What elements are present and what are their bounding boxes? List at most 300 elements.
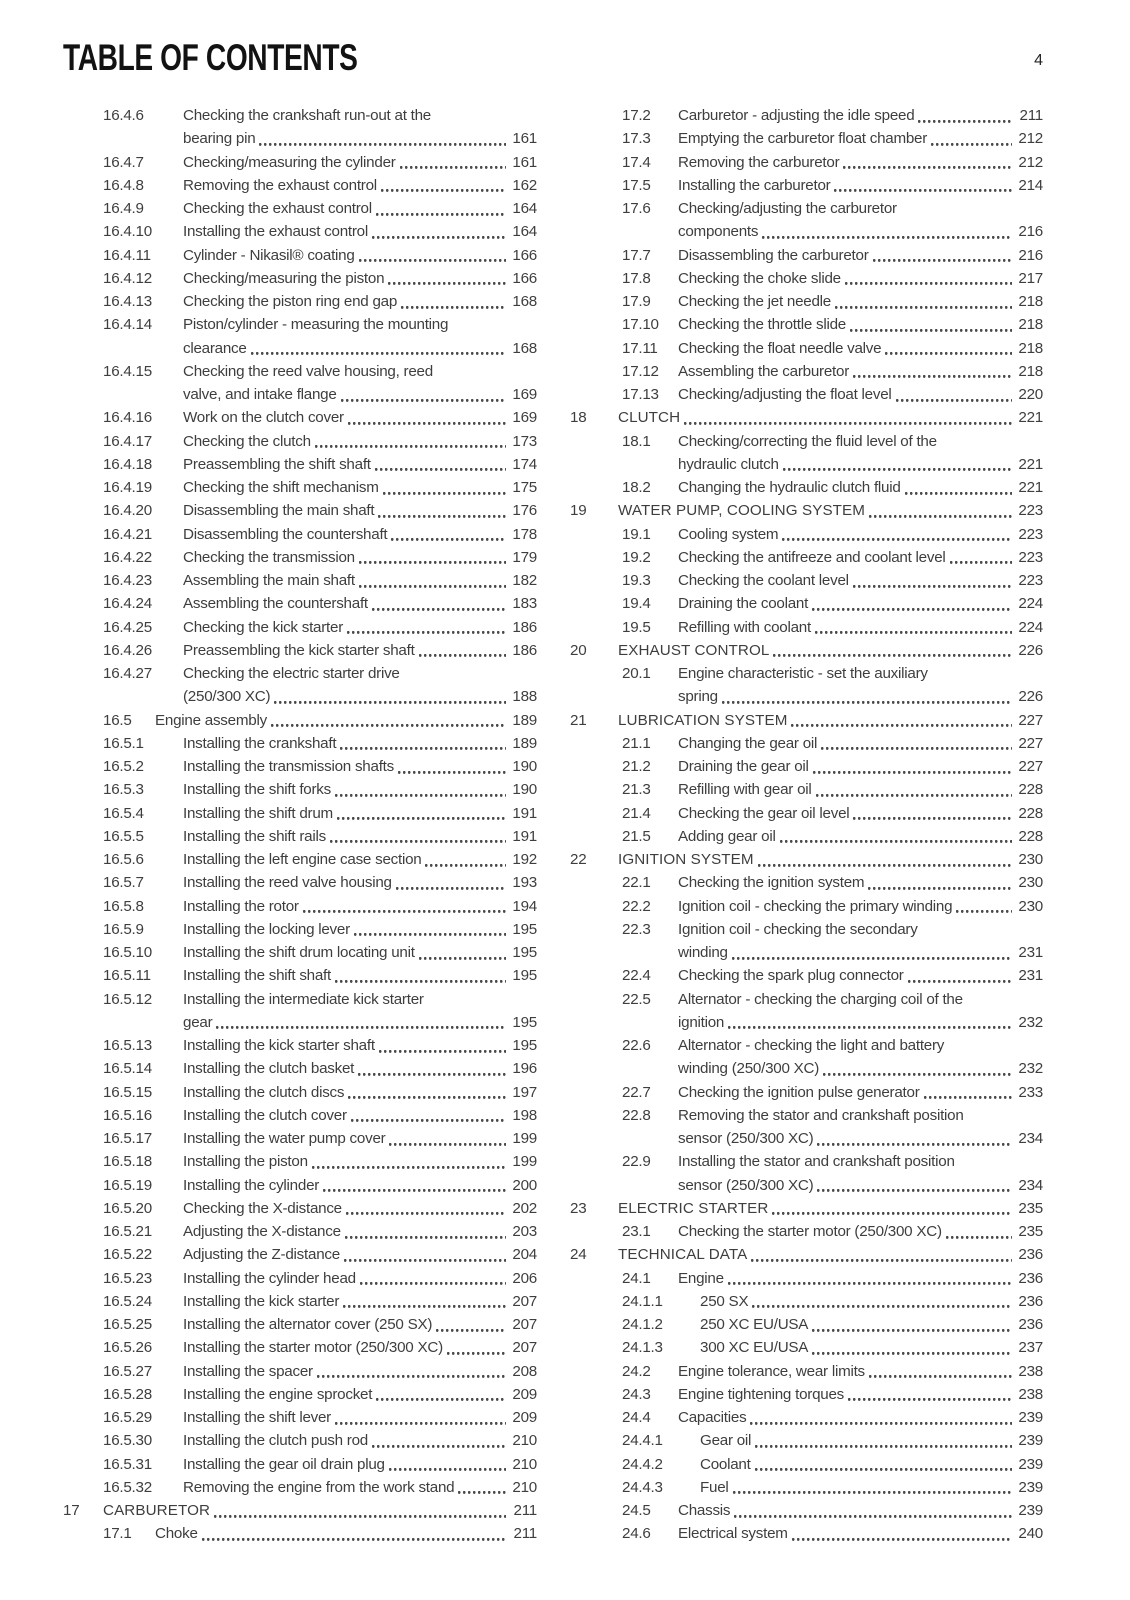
toc-entry-page: 195 bbox=[512, 1013, 537, 1031]
toc-entry-page: 208 bbox=[512, 1362, 537, 1380]
toc-entry[interactable] bbox=[63, 988, 537, 1035]
toc-entry[interactable] bbox=[63, 1290, 537, 1313]
toc-entry[interactable] bbox=[63, 174, 537, 197]
toc-entry-number: 19.3 bbox=[622, 572, 651, 589]
toc-entry[interactable] bbox=[63, 1057, 537, 1080]
dot-leader bbox=[347, 616, 506, 639]
toc-entry[interactable] bbox=[63, 1453, 537, 1476]
toc-entry-body bbox=[700, 1336, 1043, 1359]
toc-entry[interactable] bbox=[570, 871, 1043, 894]
toc-entry-number: 19 bbox=[570, 502, 587, 520]
toc-entry[interactable] bbox=[63, 1499, 537, 1522]
toc-entry-body bbox=[678, 244, 1043, 267]
dot-leader bbox=[375, 453, 506, 476]
toc-entry-title: Installing the clutch basket bbox=[183, 1060, 355, 1078]
toc-entry[interactable] bbox=[63, 104, 537, 151]
dot-leader bbox=[853, 802, 1012, 825]
toc-entry-page: 232 bbox=[1018, 1060, 1043, 1078]
toc-entry-line bbox=[183, 499, 537, 522]
toc-entry-body bbox=[678, 1220, 1043, 1243]
toc-entry[interactable] bbox=[570, 430, 1043, 477]
toc-entry-title: Chassis bbox=[678, 1502, 731, 1519]
toc-entry-number: 19.5 bbox=[622, 618, 651, 636]
toc-entry-page: 227 bbox=[1018, 711, 1043, 729]
toc-entry-page: 234 bbox=[1018, 1130, 1043, 1147]
toc-entry[interactable] bbox=[63, 1476, 537, 1499]
toc-entry-title: Checking/measuring the cylinder bbox=[183, 153, 396, 171]
toc-entry-title: Disassembling the main shaft bbox=[183, 502, 375, 520]
dot-leader bbox=[348, 406, 506, 429]
toc-entry-number: 21.4 bbox=[622, 804, 651, 822]
toc-entry[interactable] bbox=[63, 755, 537, 778]
toc-entry-line bbox=[678, 383, 1043, 406]
toc-entry-title: LUBRICATION SYSTEM bbox=[618, 711, 788, 729]
toc-entry[interactable] bbox=[570, 1290, 1043, 1313]
toc-entry-title: Assembling the carburetor bbox=[678, 362, 850, 380]
toc-entry-title: Disassembling the carburetor bbox=[678, 246, 869, 264]
toc-entry-body bbox=[618, 1243, 1043, 1266]
toc-entry[interactable] bbox=[63, 1243, 537, 1266]
toc-entry-title: Draining the gear oil bbox=[678, 758, 809, 775]
toc-entry-page: 166 bbox=[512, 246, 537, 264]
toc-entry[interactable] bbox=[570, 569, 1043, 592]
toc-entry-line bbox=[183, 523, 537, 546]
toc-entry-line bbox=[155, 709, 537, 732]
toc-entry[interactable] bbox=[570, 1150, 1043, 1197]
dot-leader bbox=[259, 127, 506, 150]
dot-leader bbox=[400, 151, 506, 174]
toc-entry-title: Changing the hydraulic clutch fluid bbox=[678, 479, 901, 496]
dot-leader bbox=[343, 1290, 506, 1313]
toc-entry-number: 17.12 bbox=[622, 362, 659, 380]
toc-entry-line bbox=[678, 197, 1043, 220]
toc-entry[interactable] bbox=[570, 964, 1043, 987]
toc-entry-page: 223 bbox=[1018, 572, 1043, 589]
toc-entry[interactable] bbox=[570, 127, 1043, 150]
toc-entry-body bbox=[700, 1313, 1043, 1336]
toc-entry-page: 230 bbox=[1018, 851, 1043, 868]
toc-entry[interactable] bbox=[570, 406, 1043, 429]
toc-entry-line bbox=[183, 592, 537, 615]
toc-entry[interactable] bbox=[570, 848, 1043, 871]
toc-entry[interactable] bbox=[570, 174, 1043, 197]
toc-entry-number: 16.5.15 bbox=[103, 1083, 152, 1101]
dot-leader bbox=[896, 383, 1012, 406]
dot-leader bbox=[214, 1499, 506, 1522]
toc-entry-page: 231 bbox=[1018, 967, 1043, 985]
toc-entry[interactable] bbox=[63, 569, 537, 592]
toc-entry-line bbox=[678, 941, 1043, 964]
dot-leader bbox=[773, 639, 1012, 662]
toc-entry-page: 189 bbox=[512, 711, 537, 729]
toc-entry-line bbox=[678, 616, 1043, 639]
toc-entry-line bbox=[183, 1034, 537, 1057]
toc-entry[interactable] bbox=[63, 1174, 537, 1197]
toc-entry-title: Ignition coil - checking the secondary bbox=[678, 920, 918, 938]
toc-entry[interactable] bbox=[570, 1243, 1043, 1266]
toc-entry[interactable] bbox=[63, 1360, 537, 1383]
toc-entry-number: 21 bbox=[570, 711, 587, 729]
toc-entry[interactable] bbox=[570, 1081, 1043, 1104]
toc-entry-number: 16.4.24 bbox=[103, 595, 152, 613]
toc-entry[interactable] bbox=[570, 918, 1043, 965]
toc-entry-page: 191 bbox=[512, 827, 537, 845]
dot-leader bbox=[823, 1057, 1012, 1080]
toc-entry-page: 224 bbox=[1018, 618, 1043, 636]
toc-entry[interactable] bbox=[570, 592, 1043, 615]
toc-entry-body bbox=[678, 1150, 1043, 1197]
toc-entry[interactable] bbox=[63, 918, 537, 941]
toc-entry[interactable] bbox=[63, 499, 537, 522]
toc-entry[interactable] bbox=[63, 267, 537, 290]
toc-entry-body bbox=[678, 1081, 1043, 1104]
toc-entry[interactable] bbox=[570, 244, 1043, 267]
toc-entry-title: Installing the water pump cover bbox=[183, 1130, 386, 1147]
toc-entry[interactable] bbox=[63, 1406, 537, 1429]
toc-entry[interactable] bbox=[63, 662, 537, 709]
toc-entry[interactable] bbox=[570, 778, 1043, 801]
toc-entry-body bbox=[678, 988, 1043, 1035]
toc-entry[interactable] bbox=[63, 1150, 537, 1173]
toc-entry[interactable] bbox=[63, 290, 537, 313]
toc-entry-line bbox=[183, 1336, 537, 1359]
toc-entry-number: 16.5.21 bbox=[103, 1223, 152, 1240]
toc-entry-number: 16.4.10 bbox=[103, 223, 152, 241]
toc-entry-title: clearance bbox=[183, 339, 247, 357]
toc-entry-number: 16.5.16 bbox=[103, 1106, 152, 1124]
toc-entry-number: 17.1 bbox=[103, 1525, 132, 1543]
toc-entry[interactable] bbox=[570, 383, 1043, 406]
toc-entry-line bbox=[183, 825, 537, 848]
toc-entry[interactable] bbox=[570, 1453, 1043, 1476]
toc-entry[interactable] bbox=[63, 1383, 537, 1406]
toc-entry[interactable] bbox=[570, 988, 1043, 1035]
toc-entry-body bbox=[678, 174, 1043, 197]
toc-entry[interactable] bbox=[63, 871, 537, 894]
toc-entry-line bbox=[678, 1406, 1043, 1429]
toc-entry-number: 22.4 bbox=[622, 967, 651, 985]
toc-entry-page: 221 bbox=[1018, 409, 1043, 427]
toc-entry[interactable] bbox=[570, 1406, 1043, 1429]
dot-leader bbox=[733, 1476, 1012, 1499]
toc-entry[interactable] bbox=[63, 406, 537, 429]
toc-entry-title: Installing the intermediate kick starter bbox=[183, 990, 424, 1008]
toc-entry-body bbox=[183, 197, 537, 220]
toc-entry[interactable] bbox=[570, 337, 1043, 360]
toc-entry-page: 192 bbox=[512, 851, 537, 868]
toc-entry[interactable] bbox=[63, 709, 537, 732]
toc-entry-number: 17.8 bbox=[622, 269, 651, 287]
toc-entry-page: 211 bbox=[513, 1502, 537, 1519]
toc-entry-page: 227 bbox=[1018, 758, 1043, 775]
toc-entry[interactable] bbox=[570, 1383, 1043, 1406]
toc-entry-line bbox=[678, 1267, 1043, 1290]
toc-entry[interactable] bbox=[570, 1360, 1043, 1383]
toc-entry-title: Installing the kick starter shaft bbox=[183, 1037, 375, 1054]
toc-entry-number: 16.5.6 bbox=[103, 851, 144, 868]
toc-entry-body bbox=[678, 592, 1043, 615]
toc-entry-line bbox=[678, 685, 1043, 708]
dot-leader bbox=[376, 197, 506, 220]
toc-columns bbox=[63, 104, 1043, 1546]
toc-entry-body bbox=[183, 151, 537, 174]
toc-entry-body bbox=[678, 732, 1043, 755]
toc-entry[interactable] bbox=[570, 546, 1043, 569]
toc-entry-body bbox=[183, 988, 537, 1035]
toc-entry[interactable] bbox=[570, 104, 1043, 127]
toc-entry[interactable] bbox=[63, 1127, 537, 1150]
toc-entry-number: 16.5.14 bbox=[103, 1060, 152, 1078]
toc-entry[interactable] bbox=[63, 941, 537, 964]
toc-entry-page: 230 bbox=[1018, 897, 1043, 915]
toc-entry-title: Checking the antifreeze and coolant level bbox=[678, 548, 946, 566]
toc-entry-number: 17.4 bbox=[622, 153, 651, 171]
toc-entry-number: 24.3 bbox=[622, 1385, 651, 1403]
toc-entry-body bbox=[678, 523, 1043, 546]
toc-entry-body bbox=[183, 546, 537, 569]
toc-entry-line bbox=[678, 1522, 1043, 1545]
toc-entry-page: 207 bbox=[512, 1339, 537, 1357]
dot-leader bbox=[458, 1476, 506, 1499]
toc-entry-body bbox=[183, 220, 537, 243]
toc-entry[interactable] bbox=[63, 802, 537, 825]
toc-entry[interactable] bbox=[63, 453, 537, 476]
toc-entry[interactable] bbox=[63, 1034, 537, 1057]
toc-entry-number: 17.9 bbox=[622, 293, 651, 310]
toc-entry[interactable] bbox=[570, 1313, 1043, 1336]
toc-entry[interactable] bbox=[570, 1034, 1043, 1081]
toc-entry[interactable] bbox=[63, 1522, 537, 1545]
toc-entry[interactable] bbox=[63, 523, 537, 546]
toc-entry[interactable] bbox=[570, 290, 1043, 313]
toc-entry-line bbox=[183, 1453, 537, 1476]
toc-entry-title: Piston/cylinder - measuring the mounting bbox=[183, 316, 449, 334]
toc-entry-body bbox=[678, 964, 1043, 987]
toc-entry-number: 17.7 bbox=[622, 246, 651, 264]
toc-entry[interactable] bbox=[570, 267, 1043, 290]
toc-entry[interactable] bbox=[570, 616, 1043, 639]
toc-entry-page: 238 bbox=[1018, 1385, 1043, 1403]
dot-leader bbox=[812, 592, 1012, 615]
toc-entry-title: Engine assembly bbox=[155, 711, 267, 729]
toc-entry-number: 21.1 bbox=[622, 734, 651, 752]
toc-entry[interactable] bbox=[63, 151, 537, 174]
toc-entry[interactable] bbox=[63, 895, 537, 918]
toc-entry[interactable] bbox=[63, 476, 537, 499]
toc-entry[interactable] bbox=[570, 197, 1043, 244]
toc-entry[interactable] bbox=[570, 755, 1043, 778]
toc-entry-page: 234 bbox=[1018, 1176, 1043, 1194]
toc-entry[interactable] bbox=[63, 1081, 537, 1104]
toc-entry-page: 228 bbox=[1018, 804, 1043, 822]
toc-entry-body bbox=[678, 662, 1043, 709]
toc-entry[interactable] bbox=[570, 802, 1043, 825]
toc-entry[interactable] bbox=[570, 1476, 1043, 1499]
toc-entry[interactable] bbox=[63, 1336, 537, 1359]
toc-entry-number: 22.7 bbox=[622, 1083, 651, 1101]
toc-entry[interactable] bbox=[63, 244, 537, 267]
toc-entry-line bbox=[103, 1499, 537, 1522]
dot-leader bbox=[358, 1057, 506, 1080]
toc-entry-body bbox=[678, 337, 1043, 360]
toc-entry[interactable] bbox=[570, 732, 1043, 755]
toc-entry[interactable] bbox=[570, 1220, 1043, 1243]
toc-entry[interactable] bbox=[570, 151, 1043, 174]
toc-entry[interactable] bbox=[570, 1429, 1043, 1452]
toc-entry[interactable] bbox=[570, 1104, 1043, 1151]
toc-entry-title: Checking the electric starter drive bbox=[183, 665, 400, 682]
toc-entry[interactable] bbox=[63, 848, 537, 871]
toc-entry-title: Checking the coolant level bbox=[678, 572, 849, 589]
toc-entry[interactable] bbox=[570, 1522, 1043, 1545]
toc-entry[interactable] bbox=[63, 825, 537, 848]
toc-entry[interactable] bbox=[63, 1429, 537, 1452]
toc-entry-line bbox=[183, 151, 537, 174]
toc-entry-line bbox=[183, 802, 537, 825]
toc-entry-title: Checking the choke slide bbox=[678, 269, 841, 287]
toc-entry[interactable] bbox=[570, 1499, 1043, 1522]
toc-entry[interactable] bbox=[63, 1104, 537, 1127]
toc-entry-title: Installing the cylinder bbox=[183, 1176, 320, 1194]
toc-entry-number: 22 bbox=[570, 851, 587, 868]
toc-entry-page: 238 bbox=[1018, 1362, 1043, 1380]
toc-entry-line bbox=[678, 732, 1043, 755]
dot-leader bbox=[359, 569, 506, 592]
toc-entry-body bbox=[183, 1406, 537, 1429]
toc-entry-body bbox=[678, 267, 1043, 290]
dot-leader bbox=[274, 685, 506, 708]
toc-entry-title: Checking the jet needle bbox=[678, 293, 831, 310]
toc-entry[interactable] bbox=[570, 639, 1043, 662]
toc-entry-line bbox=[678, 151, 1043, 174]
dot-leader bbox=[722, 685, 1012, 708]
toc-entry-body bbox=[678, 151, 1043, 174]
toc-entry[interactable] bbox=[570, 825, 1043, 848]
toc-entry-page: 197 bbox=[512, 1083, 537, 1101]
toc-entry[interactable] bbox=[570, 895, 1043, 918]
toc-entry-number: 16.4.23 bbox=[103, 572, 152, 589]
toc-entry-body bbox=[678, 313, 1043, 336]
toc-entry-title: Preassembling the shift shaft bbox=[183, 455, 371, 473]
toc-entry-page: 161 bbox=[512, 130, 537, 148]
toc-entry[interactable] bbox=[570, 709, 1043, 732]
toc-entry-body bbox=[678, 1267, 1043, 1290]
toc-entry-title: Installing the shift shaft bbox=[183, 967, 331, 985]
toc-entry-page: 207 bbox=[512, 1292, 537, 1310]
toc-entry[interactable] bbox=[570, 662, 1043, 709]
toc-entry[interactable] bbox=[570, 1197, 1043, 1220]
toc-entry[interactable] bbox=[63, 778, 537, 801]
dot-leader bbox=[251, 337, 506, 360]
toc-entry[interactable] bbox=[63, 546, 537, 569]
toc-entry-body bbox=[183, 732, 537, 755]
toc-entry[interactable] bbox=[63, 1197, 537, 1220]
toc-entry-number: 16.5.19 bbox=[103, 1176, 152, 1194]
toc-entry-title: CARBURETOR bbox=[103, 1502, 211, 1519]
toc-entry-body bbox=[183, 871, 537, 894]
dot-leader bbox=[351, 1104, 506, 1127]
toc-entry-number: 16.5.32 bbox=[103, 1478, 152, 1496]
dot-leader bbox=[853, 569, 1012, 592]
toc-entry-title: Adding gear oil bbox=[678, 827, 776, 845]
toc-entry-number: 16.5.10 bbox=[103, 944, 152, 961]
toc-entry-title: Engine characteristic - set the auxiliary bbox=[678, 665, 928, 682]
dot-leader bbox=[850, 313, 1012, 336]
toc-entry-body bbox=[678, 290, 1043, 313]
toc-entry[interactable] bbox=[63, 1267, 537, 1290]
toc-entry[interactable] bbox=[570, 523, 1043, 546]
toc-entry-line bbox=[678, 127, 1043, 150]
toc-entry-line bbox=[700, 1290, 1043, 1313]
toc-entry-page: 202 bbox=[512, 1199, 537, 1217]
toc-entry-title: Checking/correcting the fluid level of the bbox=[678, 432, 937, 450]
toc-entry[interactable] bbox=[63, 1220, 537, 1243]
toc-entry-number: 16.5.29 bbox=[103, 1409, 152, 1426]
toc-entry-page: 211 bbox=[513, 1525, 537, 1543]
toc-entry[interactable] bbox=[63, 313, 537, 360]
toc-entry-line bbox=[618, 709, 1043, 732]
toc-entry-title: Installing the shift drum locating unit bbox=[183, 944, 415, 961]
toc-entry-title: WATER PUMP, COOLING SYSTEM bbox=[618, 502, 866, 520]
toc-entry-body bbox=[183, 244, 537, 267]
dot-leader bbox=[843, 151, 1012, 174]
toc-entry[interactable] bbox=[63, 964, 537, 987]
toc-entry[interactable] bbox=[63, 220, 537, 243]
toc-entry-title: Disassembling the countershaft bbox=[183, 525, 388, 543]
toc-entry[interactable] bbox=[63, 616, 537, 639]
toc-entry-title: Installing the clutch push rod bbox=[183, 1432, 368, 1450]
toc-entry[interactable] bbox=[570, 1336, 1043, 1359]
toc-entry[interactable] bbox=[570, 499, 1043, 522]
toc-entry[interactable] bbox=[63, 430, 537, 453]
toc-entry-line bbox=[678, 895, 1043, 918]
toc-entry[interactable] bbox=[63, 732, 537, 755]
toc-entry[interactable] bbox=[63, 360, 537, 407]
toc-entry-line bbox=[183, 778, 537, 801]
toc-entry-title: Checking the gear oil level bbox=[678, 804, 850, 822]
toc-entry[interactable] bbox=[570, 360, 1043, 383]
toc-entry-title: CLUTCH bbox=[618, 409, 681, 427]
toc-entry-page: 233 bbox=[1018, 1083, 1043, 1101]
toc-entry[interactable] bbox=[63, 639, 537, 662]
toc-entry[interactable] bbox=[570, 1267, 1043, 1290]
toc-entry-line bbox=[183, 662, 537, 685]
toc-entry[interactable] bbox=[570, 476, 1043, 499]
toc-entry[interactable] bbox=[63, 197, 537, 220]
toc-entry-number: 17.3 bbox=[622, 130, 651, 148]
toc-entry-body bbox=[678, 127, 1043, 150]
toc-entry-line bbox=[678, 546, 1043, 569]
toc-entry-title: Removing the exhaust control bbox=[183, 176, 377, 194]
toc-entry[interactable] bbox=[63, 1313, 537, 1336]
dot-leader bbox=[419, 941, 506, 964]
dot-leader bbox=[372, 1429, 506, 1452]
toc-entry-page: 206 bbox=[512, 1269, 537, 1287]
toc-entry[interactable] bbox=[63, 592, 537, 615]
toc-entry[interactable] bbox=[570, 313, 1043, 336]
toc-entry-title: Choke bbox=[155, 1525, 198, 1543]
toc-entry-line bbox=[183, 1011, 537, 1034]
toc-entry-line bbox=[183, 220, 537, 243]
toc-entry-page: 235 bbox=[1018, 1223, 1043, 1240]
dot-leader bbox=[684, 406, 1012, 429]
toc-entry-title: sensor (250/300 XC) bbox=[678, 1130, 814, 1147]
dot-leader bbox=[337, 802, 506, 825]
toc-entry-title: components bbox=[678, 223, 759, 241]
toc-entry-number: 16.5.20 bbox=[103, 1199, 152, 1217]
dot-leader bbox=[728, 1267, 1012, 1290]
toc-entry-page: 230 bbox=[1018, 874, 1043, 892]
